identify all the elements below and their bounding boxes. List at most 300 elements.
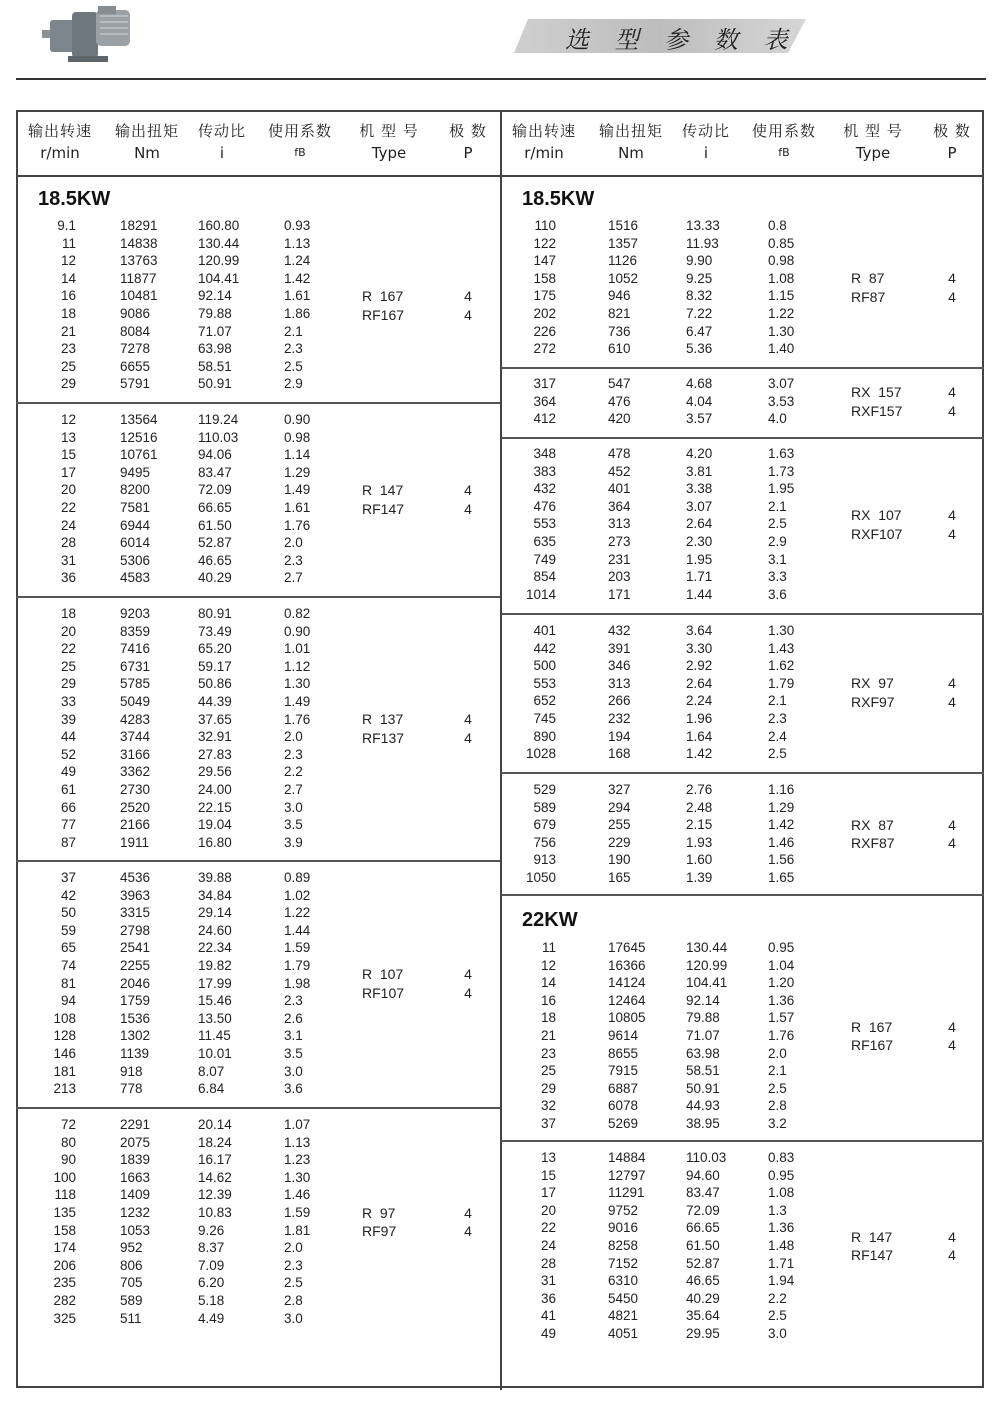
right-cell: 1.30 bbox=[768, 623, 795, 638]
left-cell: 1.12 bbox=[284, 658, 311, 674]
left-cell: 806 bbox=[120, 1257, 143, 1273]
right-cell: 1.73 bbox=[768, 463, 795, 479]
right-type-label: RX 97 bbox=[851, 675, 894, 692]
right-cell: 1.40 bbox=[768, 341, 795, 357]
left-cell: 65 bbox=[60, 940, 76, 956]
left-cell: 0.82 bbox=[284, 606, 311, 621]
left-group-separator bbox=[16, 860, 500, 862]
left-cell: 16.80 bbox=[198, 834, 232, 850]
left-cell: 22 bbox=[60, 641, 76, 657]
right-col-head-zh-0: 输出转速 bbox=[511, 122, 576, 140]
right-type-label: RF87 bbox=[851, 288, 886, 305]
right-cell: 3.81 bbox=[686, 463, 713, 479]
left-cell: 1.59 bbox=[284, 1205, 311, 1220]
right-cell: 32 bbox=[540, 1098, 556, 1114]
left-cell: 2046 bbox=[120, 975, 151, 991]
right-cell: 8258 bbox=[608, 1238, 639, 1253]
left-cell: 2291 bbox=[120, 1117, 151, 1132]
left-col-head-en-2: i bbox=[219, 144, 225, 162]
right-cell: 3.2 bbox=[768, 1116, 787, 1131]
left-cell: 87 bbox=[60, 834, 76, 850]
right-cell: 0.98 bbox=[768, 253, 795, 269]
left-col-head-2 bbox=[186, 120, 258, 164]
right-cell: 1.65 bbox=[768, 870, 795, 885]
right-cell: 266 bbox=[608, 693, 631, 709]
right-pole-label: 4 bbox=[948, 270, 956, 287]
right-type-label: RF167 bbox=[851, 1037, 894, 1054]
left-cell: 1302 bbox=[120, 1028, 151, 1044]
left-cell: 5049 bbox=[120, 694, 151, 709]
right-pole-label: 4 bbox=[948, 507, 956, 524]
left-cell: 8.37 bbox=[198, 1240, 225, 1256]
right-cell: 28 bbox=[540, 1255, 556, 1271]
right-cell: 745 bbox=[533, 711, 556, 726]
left-cell: 4583 bbox=[120, 570, 151, 586]
right-cell: 8655 bbox=[608, 1045, 639, 1061]
right-cell: 3.57 bbox=[686, 411, 713, 427]
right-cell: 61.50 bbox=[686, 1238, 720, 1253]
left-cell: 1.44 bbox=[284, 922, 311, 938]
left-cell: 4283 bbox=[120, 711, 151, 727]
left-cell: 13.50 bbox=[198, 1010, 232, 1026]
right-type-label: RX 87 bbox=[851, 816, 894, 833]
right-cell: 46.65 bbox=[686, 1273, 720, 1289]
right-cell: 2.64 bbox=[686, 516, 713, 532]
left-cell: 2.0 bbox=[284, 535, 303, 551]
right-cell: 346 bbox=[608, 658, 631, 674]
column-divider bbox=[500, 110, 502, 1390]
left-cell: 10761 bbox=[120, 447, 158, 463]
left-cell: 1.46 bbox=[284, 1187, 311, 1203]
right-cell: 2.1 bbox=[768, 498, 787, 514]
right-cell: 4821 bbox=[608, 1308, 639, 1324]
left-cell: 19.04 bbox=[198, 817, 232, 833]
right-cell: 11 bbox=[541, 940, 556, 955]
left-cell: 12.39 bbox=[198, 1187, 232, 1203]
left-cell: 9203 bbox=[120, 606, 151, 621]
right-cell: 890 bbox=[533, 728, 556, 744]
left-cell: 5791 bbox=[120, 376, 151, 392]
left-cell: 7278 bbox=[120, 341, 151, 357]
right-cell: 529 bbox=[533, 782, 556, 797]
right-type-label: R 87 bbox=[851, 270, 885, 287]
right-cell: 327 bbox=[608, 782, 631, 797]
left-cell: 1663 bbox=[120, 1169, 151, 1185]
left-cell: 2075 bbox=[120, 1134, 151, 1150]
right-cell: 272 bbox=[533, 341, 556, 357]
left-cell: 25 bbox=[60, 358, 76, 374]
left-cell: 94.06 bbox=[198, 447, 232, 463]
left-cell: 90 bbox=[60, 1152, 76, 1168]
right-cell: 2.48 bbox=[686, 799, 713, 815]
right-cell: 420 bbox=[608, 411, 631, 427]
right-cell: 13.33 bbox=[686, 218, 720, 233]
left-type-label: R 167 bbox=[362, 288, 404, 304]
right-cell: 16366 bbox=[608, 957, 646, 973]
right-cell: 41 bbox=[540, 1308, 556, 1324]
right-group-separator bbox=[501, 772, 984, 774]
left-cell: 4.49 bbox=[198, 1310, 225, 1326]
left-cell: 22.15 bbox=[198, 799, 232, 815]
right-cell: 9.25 bbox=[686, 270, 713, 286]
left-cell: 2.5 bbox=[284, 358, 303, 374]
right-cell: 21 bbox=[540, 1028, 556, 1043]
right-cell: 3.07 bbox=[768, 376, 795, 391]
left-col-head-zh-5: 极 数 bbox=[449, 122, 487, 140]
left-cell: 20 bbox=[60, 623, 76, 639]
right-cell: 4051 bbox=[608, 1326, 639, 1341]
left-cell: 282 bbox=[53, 1293, 76, 1308]
left-cell: 1.02 bbox=[284, 887, 311, 903]
left-cell: 2.3 bbox=[284, 552, 303, 568]
header-bottom-rule bbox=[16, 175, 984, 177]
right-type-label: RF147 bbox=[851, 1247, 894, 1264]
left-cell: 2.6 bbox=[284, 1010, 303, 1026]
right-cell: 1.48 bbox=[768, 1238, 795, 1253]
right-pole-label: 4 bbox=[948, 675, 956, 692]
right-cell: 6078 bbox=[608, 1098, 639, 1114]
right-cell: 1.16 bbox=[768, 782, 795, 797]
right-cell: 7.22 bbox=[686, 306, 713, 321]
left-cell: 3.1 bbox=[284, 1028, 303, 1044]
left-cell: 511 bbox=[120, 1310, 142, 1326]
right-cell: 11.93 bbox=[686, 235, 719, 251]
left-cell: 2.0 bbox=[284, 729, 303, 745]
left-cell: 1.76 bbox=[284, 711, 311, 727]
left-cell: 2.0 bbox=[284, 1240, 303, 1256]
right-cell: 2.1 bbox=[768, 1063, 787, 1079]
right-pole-label: 4 bbox=[948, 816, 956, 833]
right-type-label: RXF157 bbox=[851, 402, 903, 419]
right-cell: 2.8 bbox=[768, 1098, 787, 1114]
left-cell: 1.42 bbox=[284, 270, 311, 286]
right-cell: 854 bbox=[533, 569, 556, 585]
right-cell: 313 bbox=[608, 516, 631, 532]
right-cell: 2.5 bbox=[768, 1080, 787, 1096]
left-cell: 1.14 bbox=[284, 447, 311, 463]
right-cell: 165 bbox=[608, 870, 631, 885]
right-cell: 736 bbox=[608, 323, 631, 339]
left-cell: 705 bbox=[120, 1275, 143, 1291]
left-cell: 118 bbox=[54, 1187, 76, 1203]
left-cell: 3166 bbox=[120, 746, 151, 762]
right-type-label: RXF97 bbox=[851, 693, 895, 710]
right-col-head-zh-1: 输出扭矩 bbox=[598, 122, 663, 140]
right-cell: 679 bbox=[533, 817, 556, 833]
right-pole-label: 4 bbox=[948, 1018, 956, 1035]
right-cell: 171 bbox=[608, 586, 631, 602]
right-cell: 130.44 bbox=[686, 940, 728, 955]
left-cell: 3.5 bbox=[284, 1046, 303, 1061]
right-cell: 24 bbox=[540, 1238, 556, 1253]
right-pole-label: 4 bbox=[948, 1037, 956, 1054]
right-cell: 10805 bbox=[608, 1010, 646, 1026]
right-col-head-en-1: Nm bbox=[618, 144, 644, 162]
right-cell: 58.51 bbox=[686, 1063, 720, 1079]
right-cell: 1.71 bbox=[768, 1255, 795, 1271]
left-cell: 1.23 bbox=[284, 1152, 311, 1168]
right-cell: 17645 bbox=[608, 940, 646, 955]
right-cell: 1.56 bbox=[768, 852, 795, 868]
right-cell: 2.64 bbox=[686, 675, 713, 691]
left-cell: 50 bbox=[60, 905, 76, 921]
left-cell: 1.81 bbox=[284, 1222, 311, 1238]
left-cell: 6731 bbox=[120, 658, 151, 674]
right-col-head-en-5: P bbox=[947, 144, 957, 162]
right-cell: 1.08 bbox=[768, 1185, 795, 1201]
right-pole-label: 4 bbox=[948, 1247, 956, 1264]
left-cell: 58.51 bbox=[198, 358, 232, 374]
left-cell: 5785 bbox=[120, 676, 151, 692]
left-cell: 3.9 bbox=[284, 834, 303, 850]
right-cell: 16 bbox=[540, 992, 556, 1008]
header-rule bbox=[16, 78, 986, 80]
left-cell: 13763 bbox=[120, 253, 158, 269]
left-cell: 50.91 bbox=[198, 376, 232, 392]
right-col-head-zh-3: 使用系数 bbox=[751, 122, 816, 140]
right-cell: 348 bbox=[533, 446, 556, 461]
left-cell: 11.45 bbox=[198, 1028, 231, 1044]
right-cell: 1014 bbox=[525, 586, 556, 602]
left-cell: 2.2 bbox=[284, 764, 303, 780]
right-cell: 1.3 bbox=[768, 1202, 787, 1218]
right-cell: 652 bbox=[533, 693, 556, 709]
right-cell: 1.71 bbox=[686, 569, 713, 585]
left-cell: 44 bbox=[60, 729, 76, 745]
right-cell: 29.95 bbox=[686, 1326, 720, 1341]
left-cell: 14838 bbox=[120, 235, 158, 251]
right-cell: 9614 bbox=[608, 1028, 639, 1043]
left-cell: 3362 bbox=[120, 764, 151, 780]
left-cell: 952 bbox=[120, 1240, 143, 1256]
right-pole-label: 4 bbox=[948, 402, 956, 419]
left-cell: 32.91 bbox=[198, 729, 232, 745]
right-cell: 0.95 bbox=[768, 940, 795, 955]
left-cell: 6014 bbox=[120, 535, 151, 551]
right-pole-label: 4 bbox=[948, 693, 956, 710]
right-cell: 12464 bbox=[608, 992, 646, 1008]
left-cell: 66.65 bbox=[198, 500, 232, 515]
left-cell: 72.09 bbox=[198, 482, 232, 498]
left-cell: 21 bbox=[60, 323, 76, 339]
left-cell: 120.99 bbox=[198, 253, 240, 269]
right-cell: 2.5 bbox=[768, 1308, 787, 1324]
left-cell: 2.3 bbox=[284, 746, 303, 762]
left-col-head-zh-2: 传动比 bbox=[197, 122, 246, 140]
left-cell: 27.83 bbox=[198, 746, 232, 762]
left-cell: 7.09 bbox=[198, 1257, 225, 1273]
left-cell: 6655 bbox=[120, 358, 151, 374]
left-cell: 18.24 bbox=[198, 1134, 232, 1150]
left-cell: 9086 bbox=[120, 306, 151, 321]
left-cell: 1.76 bbox=[284, 517, 311, 533]
left-cell: 24.60 bbox=[198, 922, 232, 938]
left-cell: 128 bbox=[53, 1028, 76, 1044]
left-group-separator bbox=[16, 402, 500, 404]
right-cell: 11291 bbox=[608, 1185, 645, 1201]
right-cell: 158 bbox=[533, 270, 556, 286]
left-cell: 94 bbox=[60, 993, 76, 1009]
left-cell: 1.13 bbox=[284, 1134, 311, 1150]
left-pole-label: 4 bbox=[464, 500, 472, 517]
left-cell: 2.7 bbox=[284, 570, 303, 586]
right-cell: 913 bbox=[533, 852, 556, 868]
left-cell: 2730 bbox=[120, 782, 151, 797]
left-cell: 17.99 bbox=[198, 975, 232, 991]
left-cell: 18 bbox=[60, 306, 76, 321]
right-cell: 317 bbox=[533, 376, 556, 391]
right-col-head-zh-5: 极 数 bbox=[933, 122, 971, 140]
right-cell: 553 bbox=[533, 675, 556, 691]
left-cell: 39 bbox=[60, 711, 76, 727]
left-type-label: R 137 bbox=[362, 711, 404, 728]
left-type-label: RF107 bbox=[362, 984, 405, 1001]
left-cell: 2.3 bbox=[284, 993, 303, 1009]
left-cell: 108 bbox=[53, 1010, 76, 1026]
left-cell: 1053 bbox=[120, 1222, 151, 1238]
right-col-head-en-2: i bbox=[703, 144, 709, 162]
left-type-label: RF147 bbox=[362, 500, 405, 517]
right-cell: 3.6 bbox=[768, 586, 787, 602]
left-cell: 16 bbox=[60, 288, 76, 304]
right-cell: 110.03 bbox=[686, 1150, 727, 1165]
left-cell: 1232 bbox=[120, 1205, 151, 1220]
right-cell: 1.22 bbox=[768, 306, 795, 321]
left-cell: 50.86 bbox=[198, 676, 232, 692]
right-cell: 3.07 bbox=[686, 498, 713, 514]
left-cell: 5306 bbox=[120, 552, 151, 568]
left-cell: 3.0 bbox=[284, 1310, 303, 1326]
right-cell: 202 bbox=[533, 306, 556, 321]
left-cell: 7416 bbox=[120, 641, 151, 657]
right-cell: 194 bbox=[608, 728, 631, 744]
left-cell: 0.98 bbox=[284, 429, 311, 445]
right-cell: 0.95 bbox=[768, 1167, 795, 1183]
right-cell: 1.60 bbox=[686, 852, 713, 868]
right-cell: 1.30 bbox=[768, 323, 795, 339]
right-cell: 79.88 bbox=[686, 1010, 720, 1026]
left-pole-label: 4 bbox=[464, 1204, 472, 1221]
right-cell: 2.24 bbox=[686, 693, 713, 709]
right-cell: 1.08 bbox=[768, 270, 795, 286]
right-cell: 2.1 bbox=[768, 693, 787, 709]
left-cell: 1.86 bbox=[284, 306, 311, 321]
right-cell: 1.04 bbox=[768, 957, 795, 973]
right-cell: 37 bbox=[540, 1116, 556, 1131]
right-cell: 31 bbox=[540, 1273, 556, 1289]
left-cell: 2166 bbox=[120, 817, 151, 833]
right-cell: 1.42 bbox=[768, 817, 795, 833]
left-cell: 1.61 bbox=[284, 500, 311, 515]
left-cell: 29.14 bbox=[198, 905, 232, 921]
right-cell: 110 bbox=[534, 218, 556, 233]
left-cell: 42 bbox=[60, 887, 76, 903]
left-cell: 1.59 bbox=[284, 940, 311, 956]
page-title: 选 型 参 数 表 bbox=[565, 26, 797, 54]
right-cell: 2.3 bbox=[768, 711, 787, 726]
left-cell: 2.3 bbox=[284, 1257, 303, 1273]
left-type-label: RF137 bbox=[362, 729, 405, 746]
left-cell: 778 bbox=[120, 1081, 143, 1097]
left-cell: 39.88 bbox=[198, 870, 232, 885]
left-cell: 29.56 bbox=[198, 764, 232, 780]
left-cell: 1.79 bbox=[284, 958, 311, 973]
right-cell: 383 bbox=[533, 463, 556, 479]
right-cell: 12797 bbox=[608, 1167, 646, 1183]
left-cell: 13564 bbox=[120, 412, 158, 427]
left-cell: 8084 bbox=[120, 323, 151, 339]
left-col-head-0 bbox=[14, 120, 106, 164]
right-cell: 1.36 bbox=[768, 992, 795, 1008]
right-cell: 5450 bbox=[608, 1290, 639, 1306]
right-cell: 3.0 bbox=[768, 1326, 787, 1341]
right-cell: 553 bbox=[533, 516, 556, 532]
left-cell: 2798 bbox=[120, 922, 151, 938]
left-pole-label: 4 bbox=[464, 984, 472, 1001]
right-cell: 22 bbox=[540, 1220, 556, 1236]
right-cell: 9.90 bbox=[686, 253, 713, 269]
left-cell: 1.07 bbox=[284, 1117, 311, 1132]
left-cell: 6944 bbox=[120, 517, 151, 533]
left-cell: 24 bbox=[60, 517, 76, 533]
left-cell: 235 bbox=[53, 1275, 76, 1291]
right-cell: 547 bbox=[608, 376, 631, 391]
left-cell: 1.01 bbox=[284, 641, 311, 657]
right-cell: 1.20 bbox=[768, 975, 795, 991]
left-cell: 31 bbox=[60, 552, 76, 568]
left-cell: 146 bbox=[53, 1046, 76, 1061]
left-cell: 325 bbox=[53, 1310, 76, 1326]
right-cell: 52.87 bbox=[686, 1255, 720, 1271]
right-cell: 589 bbox=[533, 799, 556, 815]
right-cell: 452 bbox=[608, 463, 631, 479]
left-cell: 206 bbox=[53, 1257, 76, 1273]
left-cell: 12 bbox=[60, 412, 76, 427]
right-cell: 273 bbox=[608, 534, 631, 549]
left-cell: 2255 bbox=[120, 958, 151, 973]
left-pole-label: 4 bbox=[464, 306, 472, 323]
left-cell: 15 bbox=[60, 447, 76, 463]
right-group-separator bbox=[501, 367, 984, 369]
right-cell: 226 bbox=[533, 323, 556, 339]
left-cell: 17 bbox=[60, 464, 76, 480]
left-cell: 8.07 bbox=[198, 1063, 225, 1079]
left-cell: 12 bbox=[60, 253, 76, 269]
right-cell: 71.07 bbox=[686, 1028, 720, 1043]
left-cell: 36 bbox=[60, 570, 76, 586]
right-col-head-zh-2: 传动比 bbox=[681, 122, 730, 140]
right-cell: 9016 bbox=[608, 1220, 639, 1236]
right-cell: 1.43 bbox=[768, 640, 795, 656]
left-cell: 66 bbox=[60, 799, 76, 815]
right-cell: 2.2 bbox=[768, 1290, 787, 1306]
right-cell: 1.93 bbox=[686, 834, 713, 850]
right-cell: 50.91 bbox=[686, 1080, 720, 1096]
right-cell: 35.64 bbox=[686, 1308, 720, 1324]
left-cell: 59 bbox=[60, 922, 76, 938]
left-pole-label: 4 bbox=[464, 711, 472, 728]
right-pole-label: 4 bbox=[948, 288, 956, 305]
right-cell: 3.3 bbox=[768, 569, 787, 585]
right-pole-label: 4 bbox=[948, 384, 956, 401]
right-cell: 412 bbox=[533, 411, 556, 427]
left-cell: 63.98 bbox=[198, 341, 232, 357]
left-cell: 73.49 bbox=[198, 623, 232, 639]
left-cell: 158 bbox=[53, 1222, 76, 1238]
right-cell: 1.39 bbox=[686, 870, 713, 885]
left-type-label: RF167 bbox=[362, 306, 405, 323]
right-cell: 231 bbox=[608, 551, 631, 567]
